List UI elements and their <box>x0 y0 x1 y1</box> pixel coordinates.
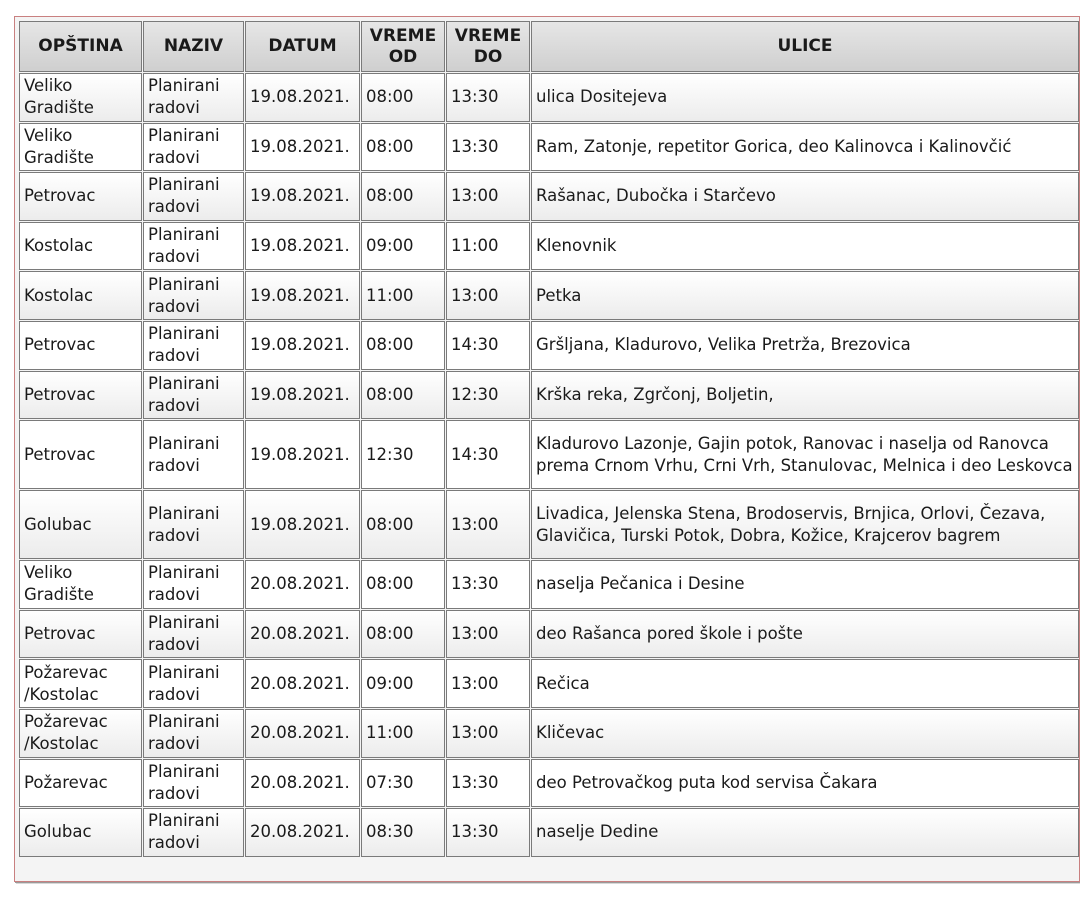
schedule-frame <box>14 16 1080 882</box>
cell-naziv: Planirani radovi <box>143 371 244 420</box>
cell-naziv: Planirani radovi <box>143 123 244 172</box>
cell-opstina: Petrovac <box>19 172 142 221</box>
cell-vreme-do: 13:00 <box>446 490 530 559</box>
cell-ulice: Kladurovo Lazonje, Gajin potok, Ranovac i naselja od Ranovca prema Crnom Vrhu, Crni Vrh, Stanulovac, Melnica i deo Leskovca <box>531 420 1079 489</box>
cell-opstina: Petrovac <box>19 321 142 370</box>
table-row <box>19 73 1079 122</box>
cell-opstina: Petrovac <box>19 371 142 420</box>
cell-naziv: Planirani radovi <box>143 759 244 808</box>
cell-opstina: Požarevac <box>19 759 142 808</box>
header-opstina: OPŠTINA <box>19 21 142 72</box>
cell-naziv: Planirani radovi <box>143 321 244 370</box>
cell-vreme-do: 13:30 <box>446 808 530 857</box>
table-row <box>19 490 1079 559</box>
cell-vreme-od: 08:00 <box>361 172 445 221</box>
cell-vreme-do: 13:00 <box>446 709 530 758</box>
cell-vreme-od: 08:00 <box>361 123 445 172</box>
cell-datum: 19.08.2021. <box>245 490 360 559</box>
cell-datum: 19.08.2021. <box>245 172 360 221</box>
cell-vreme-od: 08:30 <box>361 808 445 857</box>
header-vreme-od: VREME OD <box>361 21 445 72</box>
cell-opstina: Petrovac <box>19 610 142 659</box>
cell-naziv: Planirani radovi <box>143 172 244 221</box>
cell-datum: 19.08.2021. <box>245 371 360 420</box>
cell-opstina: Kostolac <box>19 271 142 320</box>
cell-vreme-od: 08:00 <box>361 560 445 609</box>
cell-vreme-do: 13:30 <box>446 759 530 808</box>
cell-vreme-od: 09:00 <box>361 222 445 271</box>
cell-vreme-do: 13:00 <box>446 172 530 221</box>
cell-opstina: Požarevac /Kostolac <box>19 659 142 708</box>
cell-vreme-od: 11:00 <box>361 709 445 758</box>
cell-opstina: Golubac <box>19 808 142 857</box>
cell-opstina: Veliko Gradište <box>19 73 142 122</box>
cell-vreme-od: 08:00 <box>361 490 445 559</box>
cell-datum: 19.08.2021. <box>245 123 360 172</box>
table-row <box>19 808 1079 857</box>
cell-ulice: Klenovnik <box>531 222 1079 271</box>
header-naziv: NAZIV <box>143 21 244 72</box>
cell-vreme-od: 08:00 <box>361 73 445 122</box>
cell-vreme-od: 08:00 <box>361 610 445 659</box>
cell-vreme-od: 12:30 <box>361 420 445 489</box>
cell-ulice: Ram, Zatonje, repetitor Gorica, deo Kalinovca i Kalinovčić <box>531 123 1079 172</box>
cell-naziv: Planirani radovi <box>143 271 244 320</box>
cell-opstina: Petrovac <box>19 420 142 489</box>
cell-datum: 20.08.2021. <box>245 759 360 808</box>
cell-datum: 20.08.2021. <box>245 659 360 708</box>
cell-opstina: Kostolac <box>19 222 142 271</box>
table-row <box>19 371 1079 420</box>
cell-vreme-do: 13:00 <box>446 610 530 659</box>
cell-vreme-do: 14:30 <box>446 321 530 370</box>
cell-opstina: Veliko Gradište <box>19 123 142 172</box>
cell-naziv: Planirani radovi <box>143 709 244 758</box>
cell-naziv: Planirani radovi <box>143 490 244 559</box>
header-datum: DATUM <box>245 21 360 72</box>
cell-naziv: Planirani radovi <box>143 659 244 708</box>
cell-ulice: naselja Pečanica i Desine <box>531 560 1079 609</box>
cell-datum: 20.08.2021. <box>245 709 360 758</box>
cell-vreme-do: 13:00 <box>446 271 530 320</box>
cell-vreme-od: 11:00 <box>361 271 445 320</box>
cell-vreme-do: 13:30 <box>446 560 530 609</box>
cell-ulice: naselje Dedine <box>531 808 1079 857</box>
table-row <box>19 759 1079 808</box>
table-row <box>19 610 1079 659</box>
cell-ulice: ulica Dositejeva <box>531 73 1079 122</box>
header-ulice: ULICE <box>531 21 1079 72</box>
table-row <box>19 709 1079 758</box>
cell-ulice: Gršljana, Kladurovo, Velika Pretrža, Brezovica <box>531 321 1079 370</box>
table-row <box>19 222 1079 271</box>
cell-opstina: Veliko Gradište <box>19 560 142 609</box>
cell-vreme-do: 14:30 <box>446 420 530 489</box>
header-row <box>19 21 1079 72</box>
cell-datum: 20.08.2021. <box>245 808 360 857</box>
cell-ulice: Rašanac, Dubočka i Starčevo <box>531 172 1079 221</box>
header-vreme-do: VREME DO <box>446 21 530 72</box>
cell-ulice: Livadica, Jelenska Stena, Brodoservis, Brnjica, Orlovi, Čezava, Glavičica, Turski Potok, Dobra, Kožice, Krajcerov bagrem <box>531 490 1079 559</box>
cell-ulice: Petka <box>531 271 1079 320</box>
cell-ulice: Kličevac <box>531 709 1079 758</box>
cell-naziv: Planirani radovi <box>143 610 244 659</box>
cell-ulice: Krška reka, Zgrčonj, Boljetin, <box>531 371 1079 420</box>
cell-naziv: Planirani radovi <box>143 420 244 489</box>
table-row <box>19 659 1079 708</box>
cell-vreme-do: 12:30 <box>446 371 530 420</box>
cell-naziv: Planirani radovi <box>143 808 244 857</box>
cell-naziv: Planirani radovi <box>143 222 244 271</box>
cell-vreme-do: 13:30 <box>446 73 530 122</box>
table-row <box>19 560 1079 609</box>
cell-vreme-do: 11:00 <box>446 222 530 271</box>
cell-opstina: Golubac <box>19 490 142 559</box>
cell-vreme-od: 09:00 <box>361 659 445 708</box>
cell-ulice: deo Petrovačkog puta kod servisa Čakara <box>531 759 1079 808</box>
cell-datum: 19.08.2021. <box>245 420 360 489</box>
cell-datum: 19.08.2021. <box>245 271 360 320</box>
cell-datum: 19.08.2021. <box>245 222 360 271</box>
cell-opstina: Požarevac /Kostolac <box>19 709 142 758</box>
cell-vreme-do: 13:30 <box>446 123 530 172</box>
table-row <box>19 321 1079 370</box>
cell-vreme-od: 08:00 <box>361 321 445 370</box>
cell-ulice: deo Rašanca pored škole i pošte <box>531 610 1079 659</box>
table-row <box>19 271 1079 320</box>
cell-datum: 19.08.2021. <box>245 73 360 122</box>
cell-naziv: Planirani radovi <box>143 560 244 609</box>
cell-datum: 20.08.2021. <box>245 610 360 659</box>
table-row <box>19 123 1079 172</box>
cell-datum: 20.08.2021. <box>245 560 360 609</box>
table-row <box>19 172 1079 221</box>
cell-vreme-od: 08:00 <box>361 371 445 420</box>
cell-vreme-od: 07:30 <box>361 759 445 808</box>
cell-naziv: Planirani radovi <box>143 73 244 122</box>
table-row <box>19 420 1079 489</box>
cell-vreme-do: 13:00 <box>446 659 530 708</box>
cell-ulice: Rečica <box>531 659 1079 708</box>
outage-schedule-table <box>18 20 1080 858</box>
cell-datum: 19.08.2021. <box>245 321 360 370</box>
